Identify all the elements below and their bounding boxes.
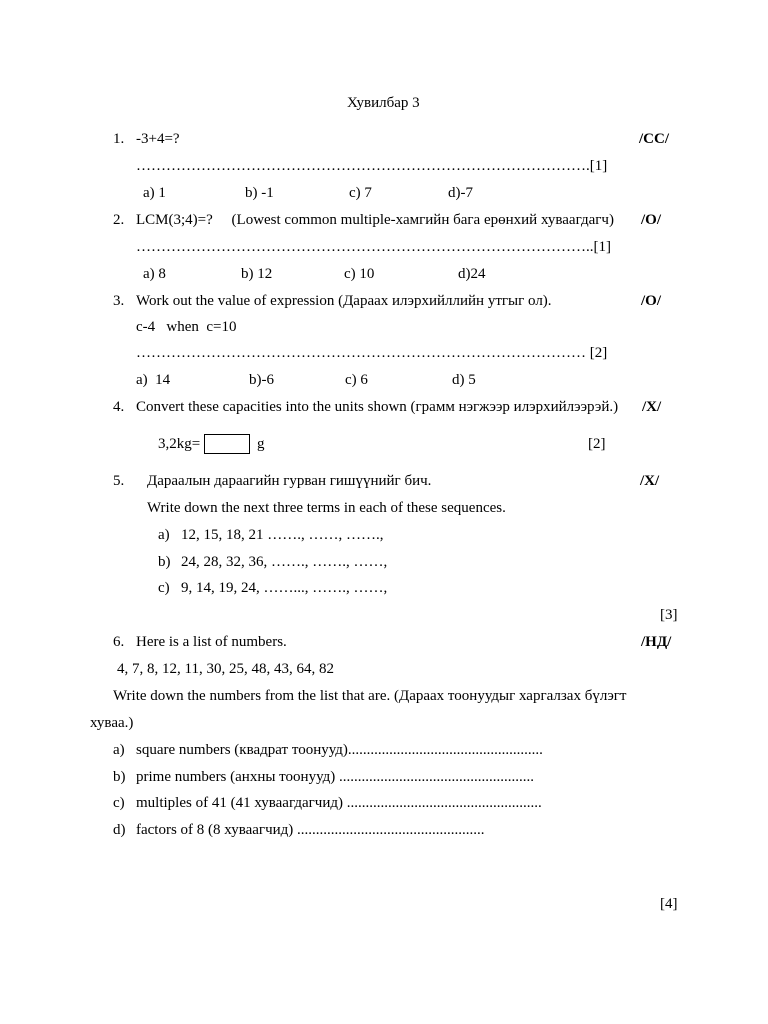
q1-option-d: d)-7 [448,185,473,201]
q6-marks: [4] [660,896,678,912]
q1-option-b: b) -1 [245,185,274,201]
q3-code: /O/ [641,293,662,309]
q5-item-text: 9, 14, 19, 24, ……..., ……., ……, [181,580,388,596]
q2-answer-line: ………………………………………………………………………………..[1] [136,239,611,255]
q4-number: 4. [113,399,125,415]
q6-item-label: c) [113,795,125,811]
q3-text: Work out the value of expression (Дараах илэрхийллийн утгыг ол). [136,293,552,309]
q3-expression: c-4 when c=10 [136,319,237,335]
q2-text: LCM(3;4)=? (Lowest common multiple-хамгийн бага ерөнхий хуваагдагч) [136,212,614,228]
q1-text: -3+4=? [136,131,180,147]
q5-item-label: b) [158,554,171,570]
q6-item-text: prime numbers (анхны тоонууд) .................................................... [136,769,534,785]
q1-option-c: c) 7 [349,185,372,201]
q6-item-text: factors of 8 (8 хуваагчид) .................................................. [136,822,485,838]
q3-option-a: a) 14 [136,372,171,388]
q6-item-text: square numbers (квадрат тоонууд).................................................... [136,742,543,758]
q2-option-b: b) 12 [241,266,273,282]
q5-item-label: a) [158,527,170,543]
page-title: Хувилбар 3 [347,95,420,111]
q5-text-mn: Дараалын дараагийн гурван гишүүнийг бич. [147,473,432,489]
q3-option-c: c) 6 [345,372,368,388]
q5-number: 5. [113,473,125,489]
q1-option-a: a) 1 [143,185,166,201]
q6-number: 6. [113,634,125,650]
q5-text-en: Write down the next three terms in each of these sequences. [147,500,506,516]
q4-unit: g [257,436,265,452]
q4-lhs: 3,2kg= [158,436,201,452]
q3-option-b: b)-6 [249,372,274,388]
q6-code: /НД/ [641,634,672,650]
q1-code: /CC/ [639,131,669,147]
q2-number: 2. [113,212,125,228]
q6-item-label: a) [113,742,125,758]
q6-item-label: b) [113,769,126,785]
q4-text: Convert these capacities into the units shown (грамм нэгжээр илэрхийлээрэй.) [136,399,619,415]
q6-text: Here is a list of numbers. [136,634,287,650]
q4-marks: [2] [588,436,606,452]
q2-option-a: a) 8 [143,266,166,282]
q4-answer-box[interactable] [204,434,250,454]
q6-instruction-line2: хуваа.) [90,715,134,731]
q6-item-text: multiples of 41 (41 хуваагдагчид) .................................................... [136,795,542,811]
q5-code: /X/ [640,473,660,489]
q5-item-label: c) [158,580,170,596]
q6-number-list: 4, 7, 8, 12, 11, 30, 25, 48, 43, 64, 82 [117,661,334,677]
q6-item-label: d) [113,822,126,838]
q3-option-d: d) 5 [452,372,476,388]
q5-item-text: 12, 15, 18, 21 ……., ……, ……., [181,527,384,543]
q1-answer-line: ……………………………………………………………………………….[1] [136,158,608,174]
q5-marks: [3] [660,607,678,623]
q5-item-text: 24, 28, 32, 36, ……., ……., ……, [181,554,388,570]
q2-option-d: d)24 [458,266,486,282]
q2-code: /O/ [641,212,662,228]
q2-option-c: c) 10 [344,266,375,282]
q1-number: 1. [113,131,125,147]
q3-number: 3. [113,293,125,309]
q6-instruction-line1: Write down the numbers from the list that are. (Дараах тоонуудыг харгалзах бүлэгт [113,688,627,704]
q3-answer-line: ……………………………………………………………………………… [2] [136,345,608,361]
q4-code: /X/ [642,399,662,415]
